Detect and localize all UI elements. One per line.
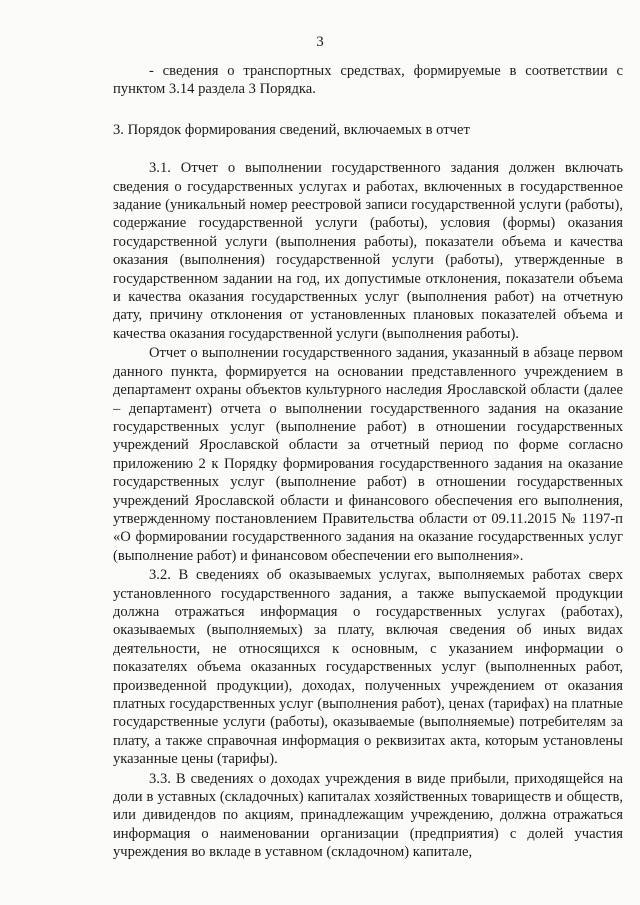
paragraph-3-1-report: Отчет о выполнении государственного задания, указанный в абзаце первом данного пункта, формируется на основании представленного учреждением в департамент охраны объектов культурного наследия Ярославской области (далее – департамент) отчета о выполнении государственного задания на оказание государственных услуг (выполнение работ) в отношении государственных учреждений Ярославской области за отчетный период по форме согласно приложению 2 к Порядку формирования государственного задания на оказание государственных услуг (выполнение работ) в отношении государственных учреждений Ярославской области и финансового обеспечения его выполнения, утвержденному постановлением Правительства области от 09.11.2015 № 1197-п «О формировании государственного задания на оказание государственных услуг (выполнение работ) и финансовом обеспечении его выполнения».: [113, 345, 623, 564]
paragraph-intro: - сведения о транспортных средствах, формируемые в соответствии с пунктом 3.14 раздела 3 Порядка.: [113, 63, 623, 98]
page-number: 3: [316, 34, 324, 50]
paragraph-3-2: 3.2. В сведениях об оказываемых услугах, выполняемых работах сверх установленного государственного задания, а также выпускаемой продукции должна отражаться информация о государственных услугах (работах), оказываемых (выполняемых) за плату, включая сведения об иных видах деятельности, не относящихся к основным, с указанием информации о показателях объема оказанных государственных услуг (выполненных работ, произведенной продукции), доходах, полученных учреждением от оказания платных государственных услуг (выполнения работ), ценах (тарифах) на платные государственные услуги (работы), оказываемые (выполняемые) потребителям за плату, а также справочная информация о реквизитах акта, которым установлены указанные цены (тарифы).: [113, 567, 623, 768]
document-body: [113, 62, 623, 862]
paragraph-3-1: 3.1. Отчет о выполнении государственного задания должен включать сведения о государственных услугах и работах, включенных в государственное задание (уникальный номер реестровой записи государственной услуги (работы), содержание государственной услуги (работы), условия (формы) оказания государственной услуги (выполнения работы), показатели объема и качества оказания (выполнения) государственной услуги (работы), утвержденные в государственном задании на год, их допустимые отклонения, показатели объема и качества оказания государственных услуг (выполнения работ) на отчетную дату, причину отклонения от установленных плановых показателей объема и качества оказания государственной услуги (выполнения работы).: [113, 160, 623, 342]
paragraph-3-3: 3.3. В сведениях о доходах учреждения в виде прибыли, приходящейся на доли в уставных (складочных) капиталах хозяйственных товариществ и обществ, или дивидендов по акциям, принадлежащим учреждению, должна отражаться информация о наименовании организации (предприятия) с долей участия учреждения во вкладе в уставном (складочном) капитале,: [113, 770, 623, 861]
section-heading: 3. Порядок формирования сведений, включаемых в отчет: [113, 121, 470, 138]
